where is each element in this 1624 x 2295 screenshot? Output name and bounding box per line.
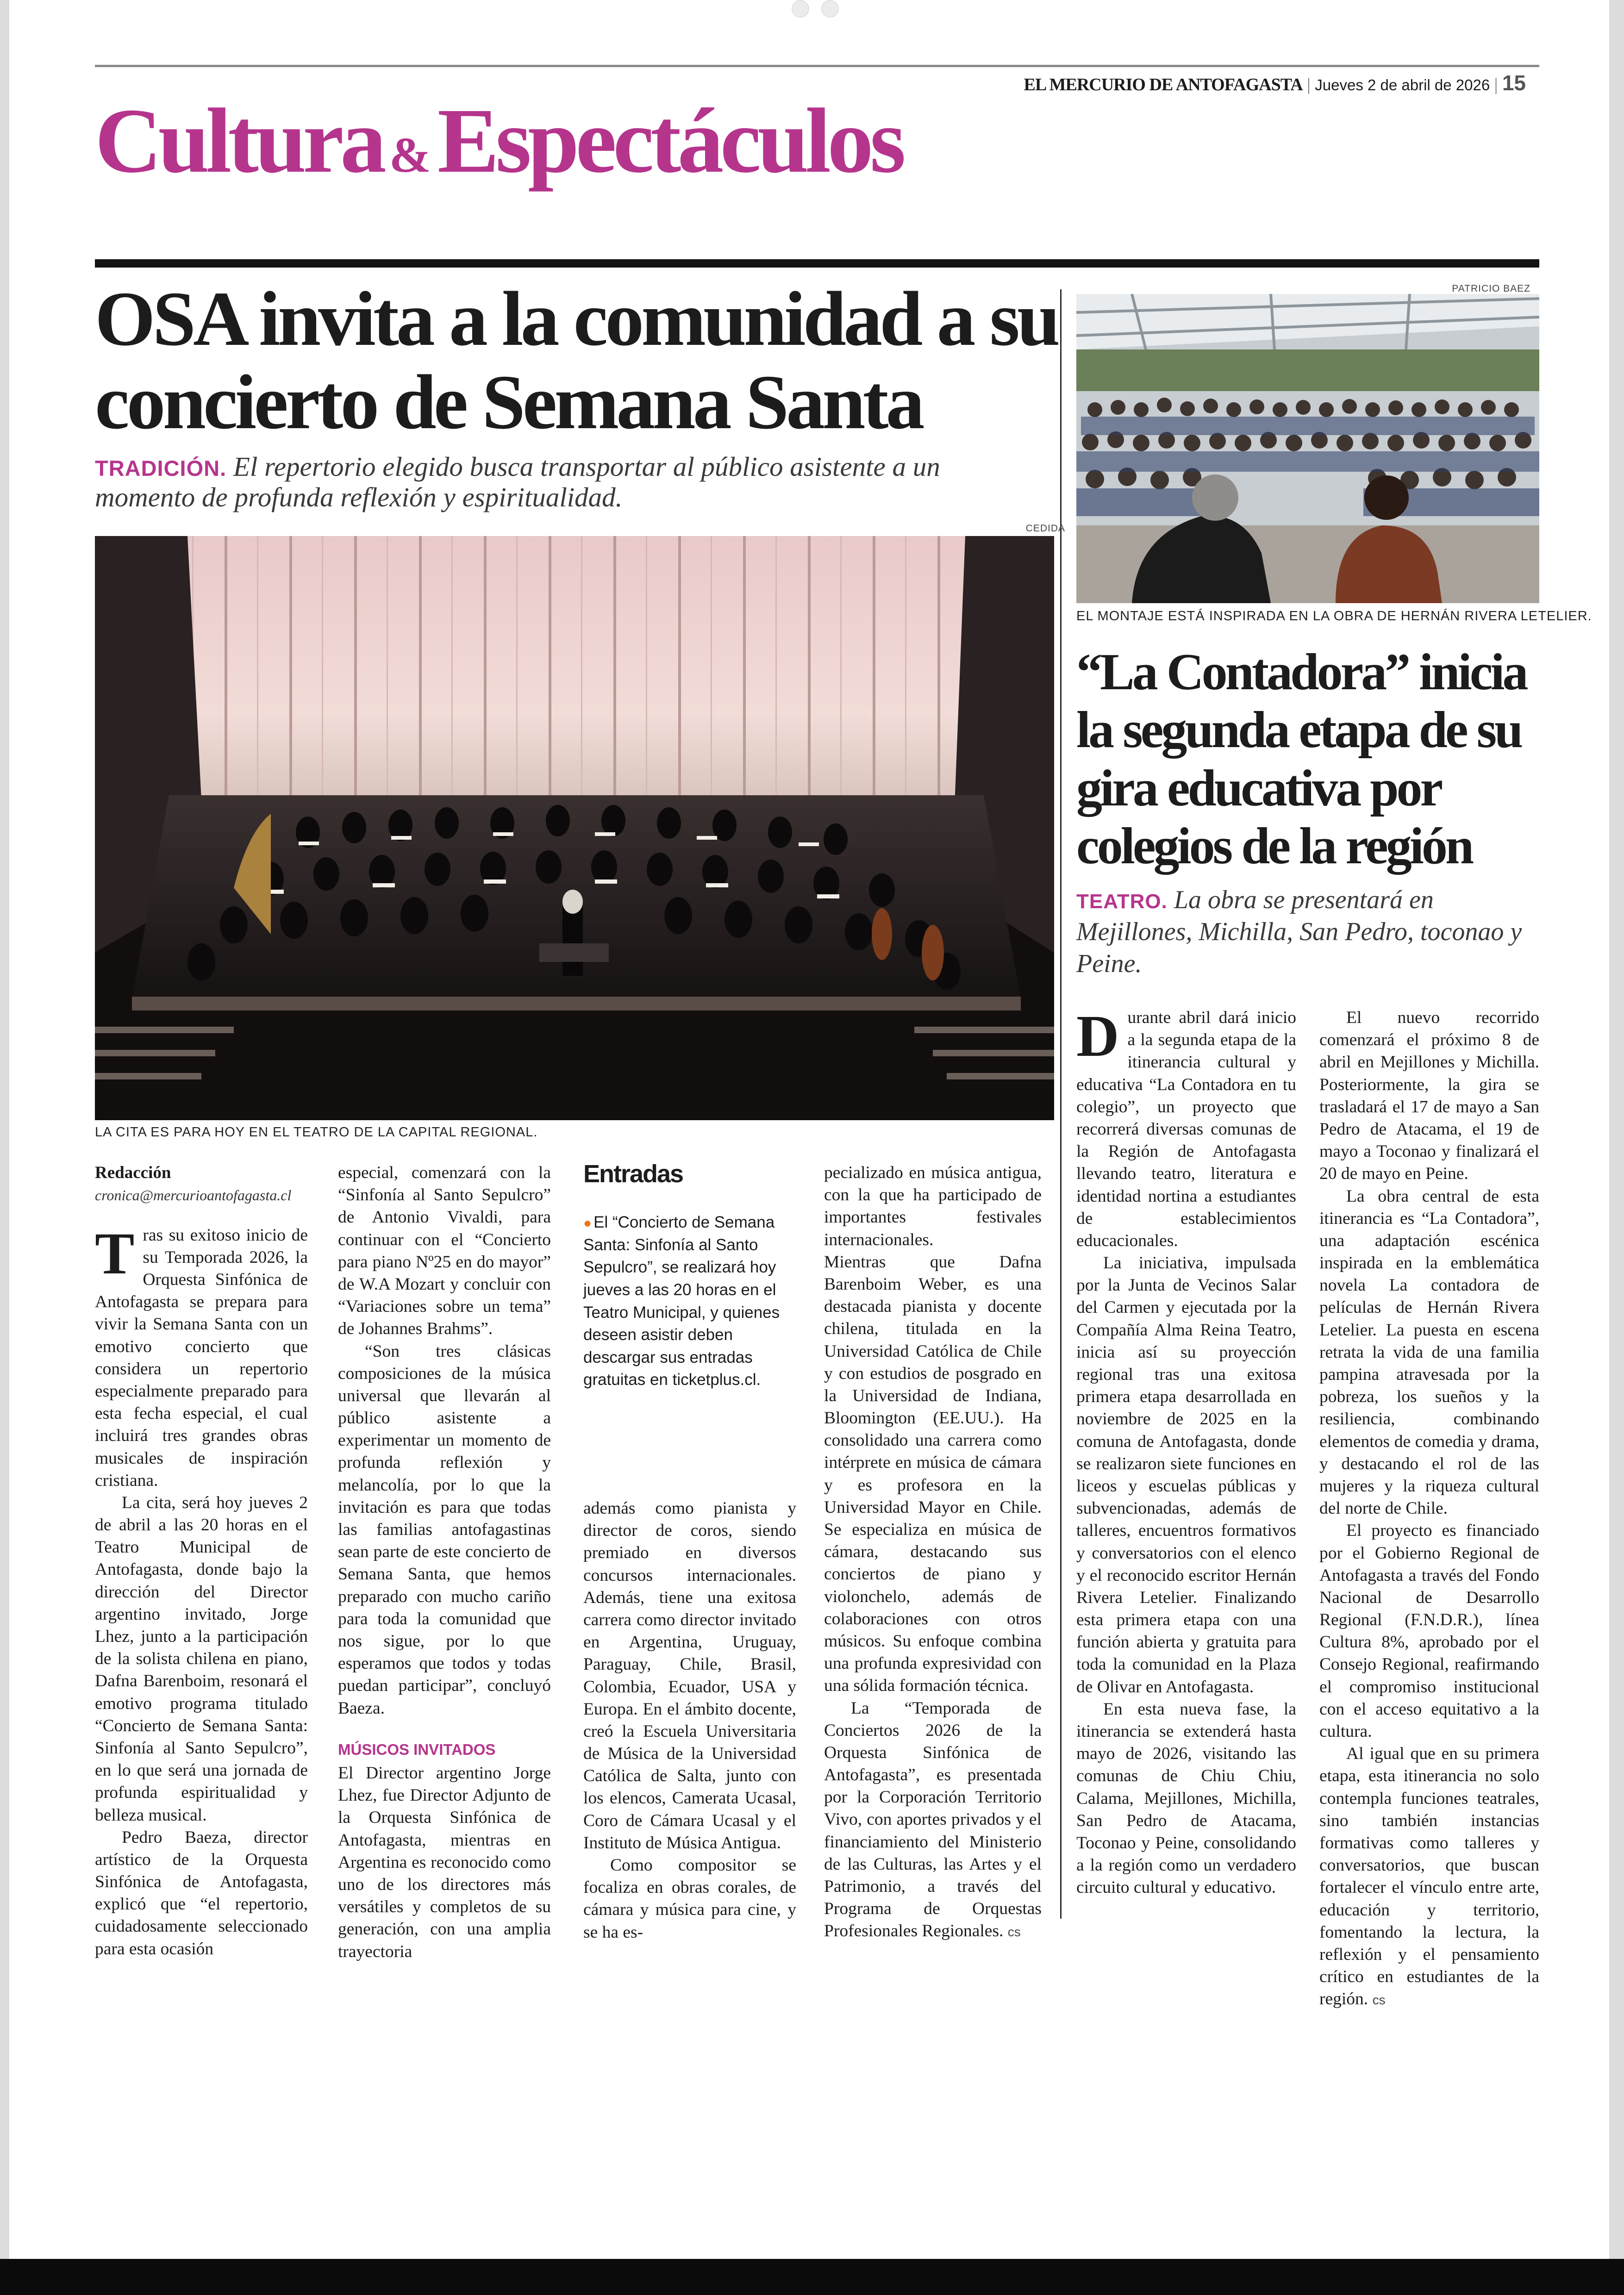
main-column-3 xyxy=(583,1497,796,1944)
side-paragraph: La iniciativa, impulsada por la Junta de Vecinos Salar del Carmen y ejecutada por la Compañía Alma Reina Teatro, inicia así su proyección regional tras una exitosa primera etapa desarrollada en noviembre de 2025 en la comuna de Antofagasta, donde se realizaron siete funciones en liceos y escuelas públicas y subvencionadas, además de talleres, encuentros formativos y conversatorios con el elenco y el reconocido escritor Hernán Rivera Letelier. Finalizando esta primera etapa con una función abierta y gratuita para toda la comunidad en la Plaza de Olivar en Antofagasta. xyxy=(1076,1254,1296,1696)
side-kicker: TEATRO. xyxy=(1076,890,1168,913)
section-word-cultura: Cultura xyxy=(95,90,383,192)
section-word-espectaculos: Espectáculos xyxy=(437,90,902,192)
main-column-2 xyxy=(338,1162,551,1963)
entradas-text: El “Concierto de Semana Santa: Sinfonía al Santo Sepulcro”, se realizará hoy jueves a las 20 horas en el Teatro Municipal, y quienes deseen asistir deben descargar sus entradas gratuitas en ticketplus.cl. xyxy=(583,1213,780,1389)
bullet-dot-icon: ● xyxy=(583,1216,592,1231)
main-paragraph: El Director argentino Jorge Lhez, fue Director Adjunto de la Orquesta Sinfónica de Antofagasta, mientras en Argentina es reconocido como uno de los directores más versátiles y completos de su generación, con una amplia trayectoria xyxy=(338,1764,551,1961)
side-paragraph xyxy=(1319,1743,1539,2010)
main-paragraph: especial, comenzará con la “Sinfonía al Santo Sepulcro” de Antonio Vivaldi, para continuar con el “Concierto para piano Nº25 en do mayor” de W.A Mozart y concluir con “Variaciones sobre un tema” de Johannes Brahms”. xyxy=(338,1163,551,1339)
entradas-box xyxy=(583,1160,796,1391)
top-rule xyxy=(95,65,1539,67)
main-deck-text: El repertorio elegido busca transportar al público asistente a un momento de profunda reflexión y espiritualidad. xyxy=(95,451,940,513)
side-paragraph: La obra central de esta itinerancia es “La Contadora”, una adaptación escénica inspirada en la emblemática novela La contadora de películas de Hernán Rivera Letelier. La puesta en escena retrata la vida de una familia pampina atravesada por la pobreza, los sueños y la resiliencia, combinando elementos de comedia y drama, y destacando el rol de las mujeres y la riqueza cultural del norte de Chile. xyxy=(1319,1186,1539,1518)
main-column-4 xyxy=(824,1162,1042,1943)
main-paragraph: pecializado en música antigua, con la que ha participado de importantes festivales internacionales. xyxy=(824,1163,1042,1249)
end-mark-icon: cs xyxy=(1372,1993,1386,2008)
main-column-1 xyxy=(95,1162,308,1960)
side-paragraph-text: urante abril dará inicio a la segunda etapa de la itinerancia cultural y educativa “La Contadora en tu colegio”, un proyecto que recorrerá diversas comunas de la Región de Antofagasta llevando teatro, literatura e identidad nortina a estudiantes de establecimientos educacionales. xyxy=(1076,1008,1296,1250)
main-kicker: TRADICIÓN. xyxy=(95,456,227,480)
main-paragraph-text: La “Temporada de Conciertos 2026 de la Orquesta Sinfónica de Antofagasta”, es presentada por la Corporación Territorio Vivo, con aportes privados y el financiamiento del Ministerio de las Culturas, las Artes y el Patrimonio, a través del Programa de Orquestas Profesionales Regionales. xyxy=(824,1698,1042,1941)
side-photo-caption: EL MONTAJE ESTÁ INSPIRADA EN LA OBRA DE HERNÁN RIVERA LETELIER. xyxy=(1076,609,1592,624)
main-paragraph xyxy=(95,1220,308,1492)
side-deck xyxy=(1076,884,1539,980)
side-paragraph: El proyecto es financiado por el Gobierno Regional de Antofagasta a través del Fondo Nacional de Desarrollo Regional (F.N.D.R.), línea Cultura 8%, aprobado por el Consejo Regional, reafirmando el compromiso institucional con el acceso equitativo a la cultura. xyxy=(1319,1521,1539,1741)
main-dropcap: T xyxy=(95,1220,135,1286)
byline-email: cronica@mercurioantofagasta.cl xyxy=(95,1186,292,1204)
section-rule xyxy=(95,259,1539,268)
carousel-dot-icon[interactable] xyxy=(821,0,839,18)
newspaper-page xyxy=(9,0,1609,2266)
section-title xyxy=(95,90,902,192)
side-dropcap: D xyxy=(1076,1003,1119,1069)
side-paragraph: El nuevo recorrido comenzará el próximo 8 de abril en Mejillones y Michilla. Posteriormente, la gira se trasladará el 17 de mayo a San Pedro de Atacama, el 19 de mayo a Toconao y finalizará el 20 de mayo en Peine. xyxy=(1319,1008,1539,1184)
theatre-school-photo-image xyxy=(1076,294,1539,603)
main-photo-credit: CEDIDA xyxy=(1025,523,1065,534)
main-paragraph: además como pianista y director de coros, siendo premiado en diversos concursos internacionales. Además, tiene una exitosa carrera como director invitado en Argentina, Uruguay, Paraguay, Chile, Brasil, Colombia, Ecuador, USA y Europa. En el ámbito docente, creó la Escuela Universitaria de Música de la Universidad Católica de Salta, junto con los elencos, Camerata Ucasal, Coro de Cámara Ucasal y el Instituto de Música Antigua. xyxy=(583,1499,796,1852)
orchestra-photo-image xyxy=(95,536,1054,1120)
page-header: EL MERCURIO DE ANTOFAGASTA | Jueves 2 de abril de 2026 | 15 xyxy=(1024,71,1526,95)
side-column-1 xyxy=(1076,1003,1296,1899)
main-paragraph: Pedro Baeza, director artístico de la Orquesta Sinfónica de Antofagasta, explicó que “el repertorio, cuidadosamente seleccionado para esta ocasión xyxy=(95,1827,308,1958)
newspaper-name: EL MERCURIO DE ANTOFAGASTA xyxy=(1024,75,1303,94)
side-paragraph: En esta nueva fase, la itinerancia se extenderá hasta mayo de 2026, visitando las comunas de Chiu Chiu, Calama, Mejillones, Michilla, San Pedro de Atacama, Toconao y Peine, consolidando a la región como un verdadero circuito cultural y educativo. xyxy=(1076,1699,1296,1897)
side-column-2 xyxy=(1319,1007,1539,2010)
carousel-dots xyxy=(792,0,851,20)
section-ampersand: & xyxy=(389,128,431,183)
main-paragraph-text: ras su exitoso inicio de su Temporada 2026, la Orquesta Sinfónica de Antofagasta se prepara para vivir la Semana Santa con un emotivo concierto que considera un repertorio especialmente preparado para esta fecha especial, el cual incluirá tres grandes obras musicales de inspiración cristiana. xyxy=(95,1225,308,1490)
main-deck xyxy=(95,451,1044,512)
subhead-musicos-invitados: MÚSICOS INVITADOS xyxy=(338,1740,496,1758)
theatre-school-photo xyxy=(1076,294,1539,603)
entradas-title: Entradas xyxy=(583,1160,683,1188)
carousel-dot-icon[interactable] xyxy=(792,0,809,18)
side-photo-credit: PATRICIO BAEZ xyxy=(1452,283,1530,294)
issue-date: Jueves 2 de abril de 2026 xyxy=(1315,76,1490,94)
main-headline: OSA invita a la comunidad a su concierto de Semana Santa xyxy=(95,276,1058,445)
orchestra-photo xyxy=(95,536,1054,1120)
main-paragraph xyxy=(824,1697,1042,1943)
side-headline: “La Contadora” inicia la segunda etapa de su gira educativa por colegios de la región xyxy=(1076,643,1526,875)
side-deck-text: La obra se presentará en Mejillones, Michilla, San Pedro, toconao y Peine. xyxy=(1076,886,1522,978)
byline: Redacción xyxy=(95,1163,171,1182)
side-paragraph-text: Al igual que en su primera etapa, esta itinerancia no solo contempla funciones teatrales, sino también instancias formativas como talleres y conversatorios, que buscan fortalecer el vínculo entre arte, educación y territorio, fomentando la lectura, la reflexión y el pensamiento crítico en estudiantes de la región. xyxy=(1319,1744,1539,2009)
bottom-bar xyxy=(0,2259,1624,2295)
end-mark-icon: cs xyxy=(1007,1925,1021,1940)
side-paragraph xyxy=(1076,1003,1296,1252)
main-paragraph: “Son tres clásicas composiciones de la música universal que llevarán al público asistente a experimentar un momento de profunda reflexión y melancolía, por lo que la invitación es para que todas las familias antofagastinas sean parte de este concierto de Semana Santa, que hemos preparado con mucho cariño para toda la comunidad que nos sigue, por lo que esperamos que todos y todas puedan participar”, concluyó Baeza. xyxy=(338,1341,551,1718)
entradas-text-wrap xyxy=(583,1211,796,1391)
page-number: 15 xyxy=(1502,71,1526,95)
main-paragraph: La cita, será hoy jueves 2 de abril a las 20 horas en el Teatro Municipal de Antofagasta, donde bajo la dirección del Director argentino invitado, Jorge Lhez, junto a la participación de la solista chilena en piano, Dafna Barenboim, resonará el emotivo programa titulado “Concierto de Semana Santa: Sinfonía al Santo Sepulcro”, en lo que será una jornada de profunda espiritualidad y belleza musical. xyxy=(95,1493,308,1825)
main-paragraph: Como compositor se focaliza en obras corales, de cámara y música para cine, y se ha es- xyxy=(583,1856,796,1942)
main-paragraph: Mientras que Dafna Barenboim Weber, es una destacada pianista y docente chilena, titulada en la Universidad Católica de Chile y con estudios de posgrado en la Universidad de Indiana, Bloomington (EE.UU.). Ha consolidado una carrera como intérprete en música de cámara y es profesora en la Universidad Mayor en Chile. Se especializa en música de cámara, destacando sus conciertos de piano y violonchelo, además de colaboraciones con otros músicos. Su enfoque combina una profunda expresividad con una sólida formación técnica. xyxy=(824,1252,1042,1696)
main-photo-caption: LA CITA ES PARA HOY EN EL TEATRO DE LA CAPITAL REGIONAL. xyxy=(95,1125,538,1140)
